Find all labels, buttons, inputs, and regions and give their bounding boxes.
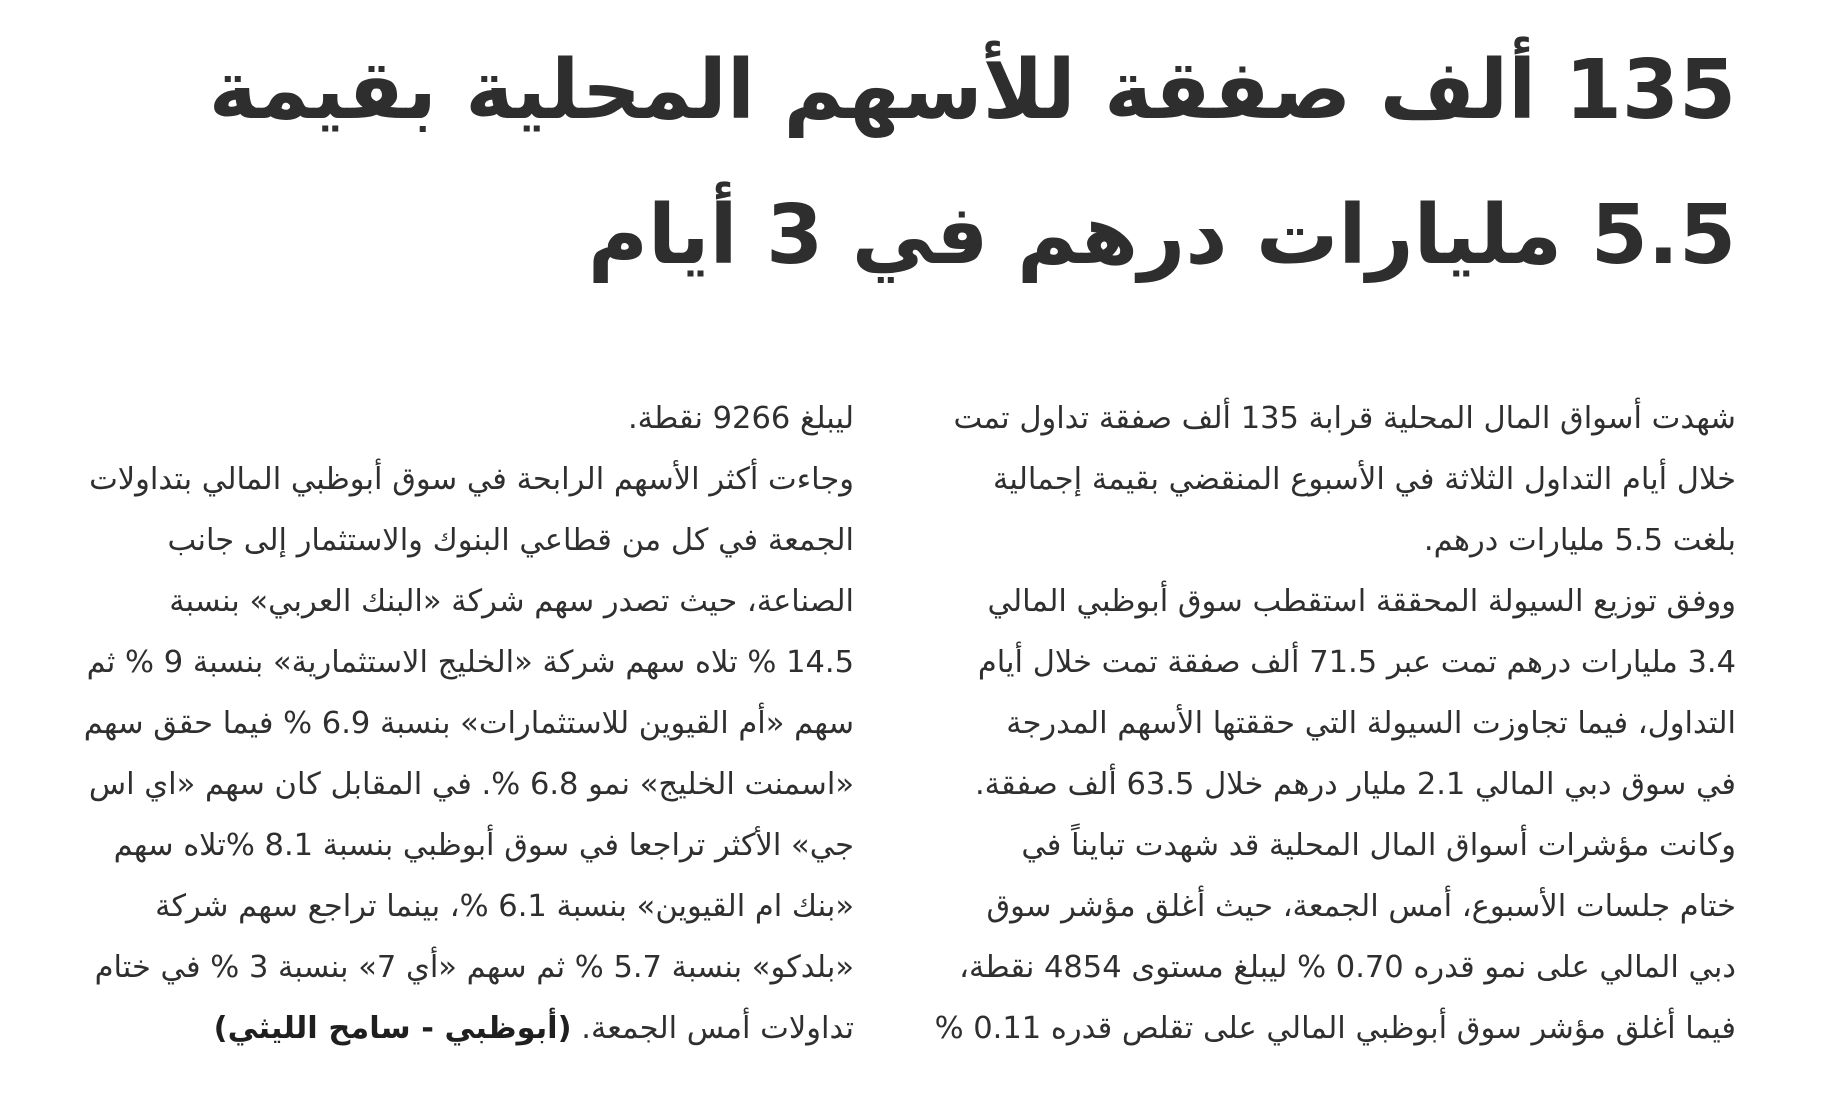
body-line: ووفق توزيع السيولة المحققة استقطب سوق أبوظبي المالي xyxy=(987,584,1736,619)
body-line: بلغت 5.5 مليارات درهم. xyxy=(1423,523,1736,558)
body-line: فيما أغلق مؤشر سوق أبوظبي المالي على تقلص قدره 0.11 % xyxy=(934,1011,1736,1046)
body-line: وجاءت أكثر الأسهم الرابحة في سوق أبوظبي المالي بتداولات xyxy=(89,462,854,497)
body-line: ختام جلسات الأسبوع، أمس الجمعة، حيث أغلق مؤشر سوق xyxy=(986,889,1736,924)
body-line: التداول، فيما تجاوزت السيولة التي حققتها الأسهم المدرجة xyxy=(1006,706,1736,741)
body-line-text: تداولات أمس الجمعة. xyxy=(581,1011,854,1046)
body-line: وكانت مؤشرات أسواق المال المحلية قد شهدت تبايناً في xyxy=(1021,828,1736,863)
headline-line-1: 135 ألف صفقة للأسهم المحلية بقيمة xyxy=(208,43,1736,138)
headline-line-2: 5.5 مليارات درهم في 3 أيام xyxy=(587,188,1736,283)
article-column-left xyxy=(4,388,854,1059)
body-line: 3.4 مليارات درهم تمت عبر 71.5 ألف صفقة تمت خلال أيام xyxy=(977,645,1736,680)
byline: (أبوظبي - سامح الليثي) xyxy=(213,1011,572,1046)
article-headline xyxy=(208,18,1736,308)
body-line: سهم «أم القيوين للاستثمارات» بنسبة 6.9 % فيما حقق سهم xyxy=(83,706,854,741)
body-line: الجمعة في كل من قطاعي البنوك والاستثمار إلى جانب xyxy=(167,523,854,558)
body-last-line xyxy=(4,998,854,1059)
body-line: في سوق دبي المالي 2.1 مليار درهم خلال 63.5 ألف صفقة. xyxy=(974,767,1736,802)
body-line: «بنك ام القيوين» بنسبة 6.1 %، بينما تراجع سهم شركة xyxy=(155,889,854,924)
body-line: «اسمنت الخليج» نمو 6.8 %. في المقابل كان سهم «اي اس xyxy=(88,767,854,802)
body-line: ليبلغ 9266 نقطة. xyxy=(627,401,854,436)
article-column-right xyxy=(886,388,1736,1059)
body-line: الصناعة، حيث تصدر سهم شركة «البنك العربي» بنسبة xyxy=(169,584,854,619)
body-line: شهدت أسواق المال المحلية قرابة 135 ألف صفقة تداول تمت xyxy=(953,401,1736,436)
body-line: خلال أيام التداول الثلاثة في الأسبوع المنقضي بقيمة إجمالية xyxy=(993,462,1736,497)
body-line: «بلدكو» بنسبة 5.7 % ثم سهم «أي 7» بنسبة 3 % في ختام xyxy=(94,950,854,985)
body-line: جي» الأكثر تراجعا في سوق أبوظبي بنسبة 8.1 %تلاه سهم xyxy=(113,828,854,863)
body-line: دبي المالي على نمو قدره 0.70 % ليبلغ مستوى 4854 نقطة، xyxy=(959,950,1736,985)
body-line: 14.5 % تلاه سهم شركة «الخليج الاستثمارية» بنسبة 9 % ثم xyxy=(86,645,854,680)
